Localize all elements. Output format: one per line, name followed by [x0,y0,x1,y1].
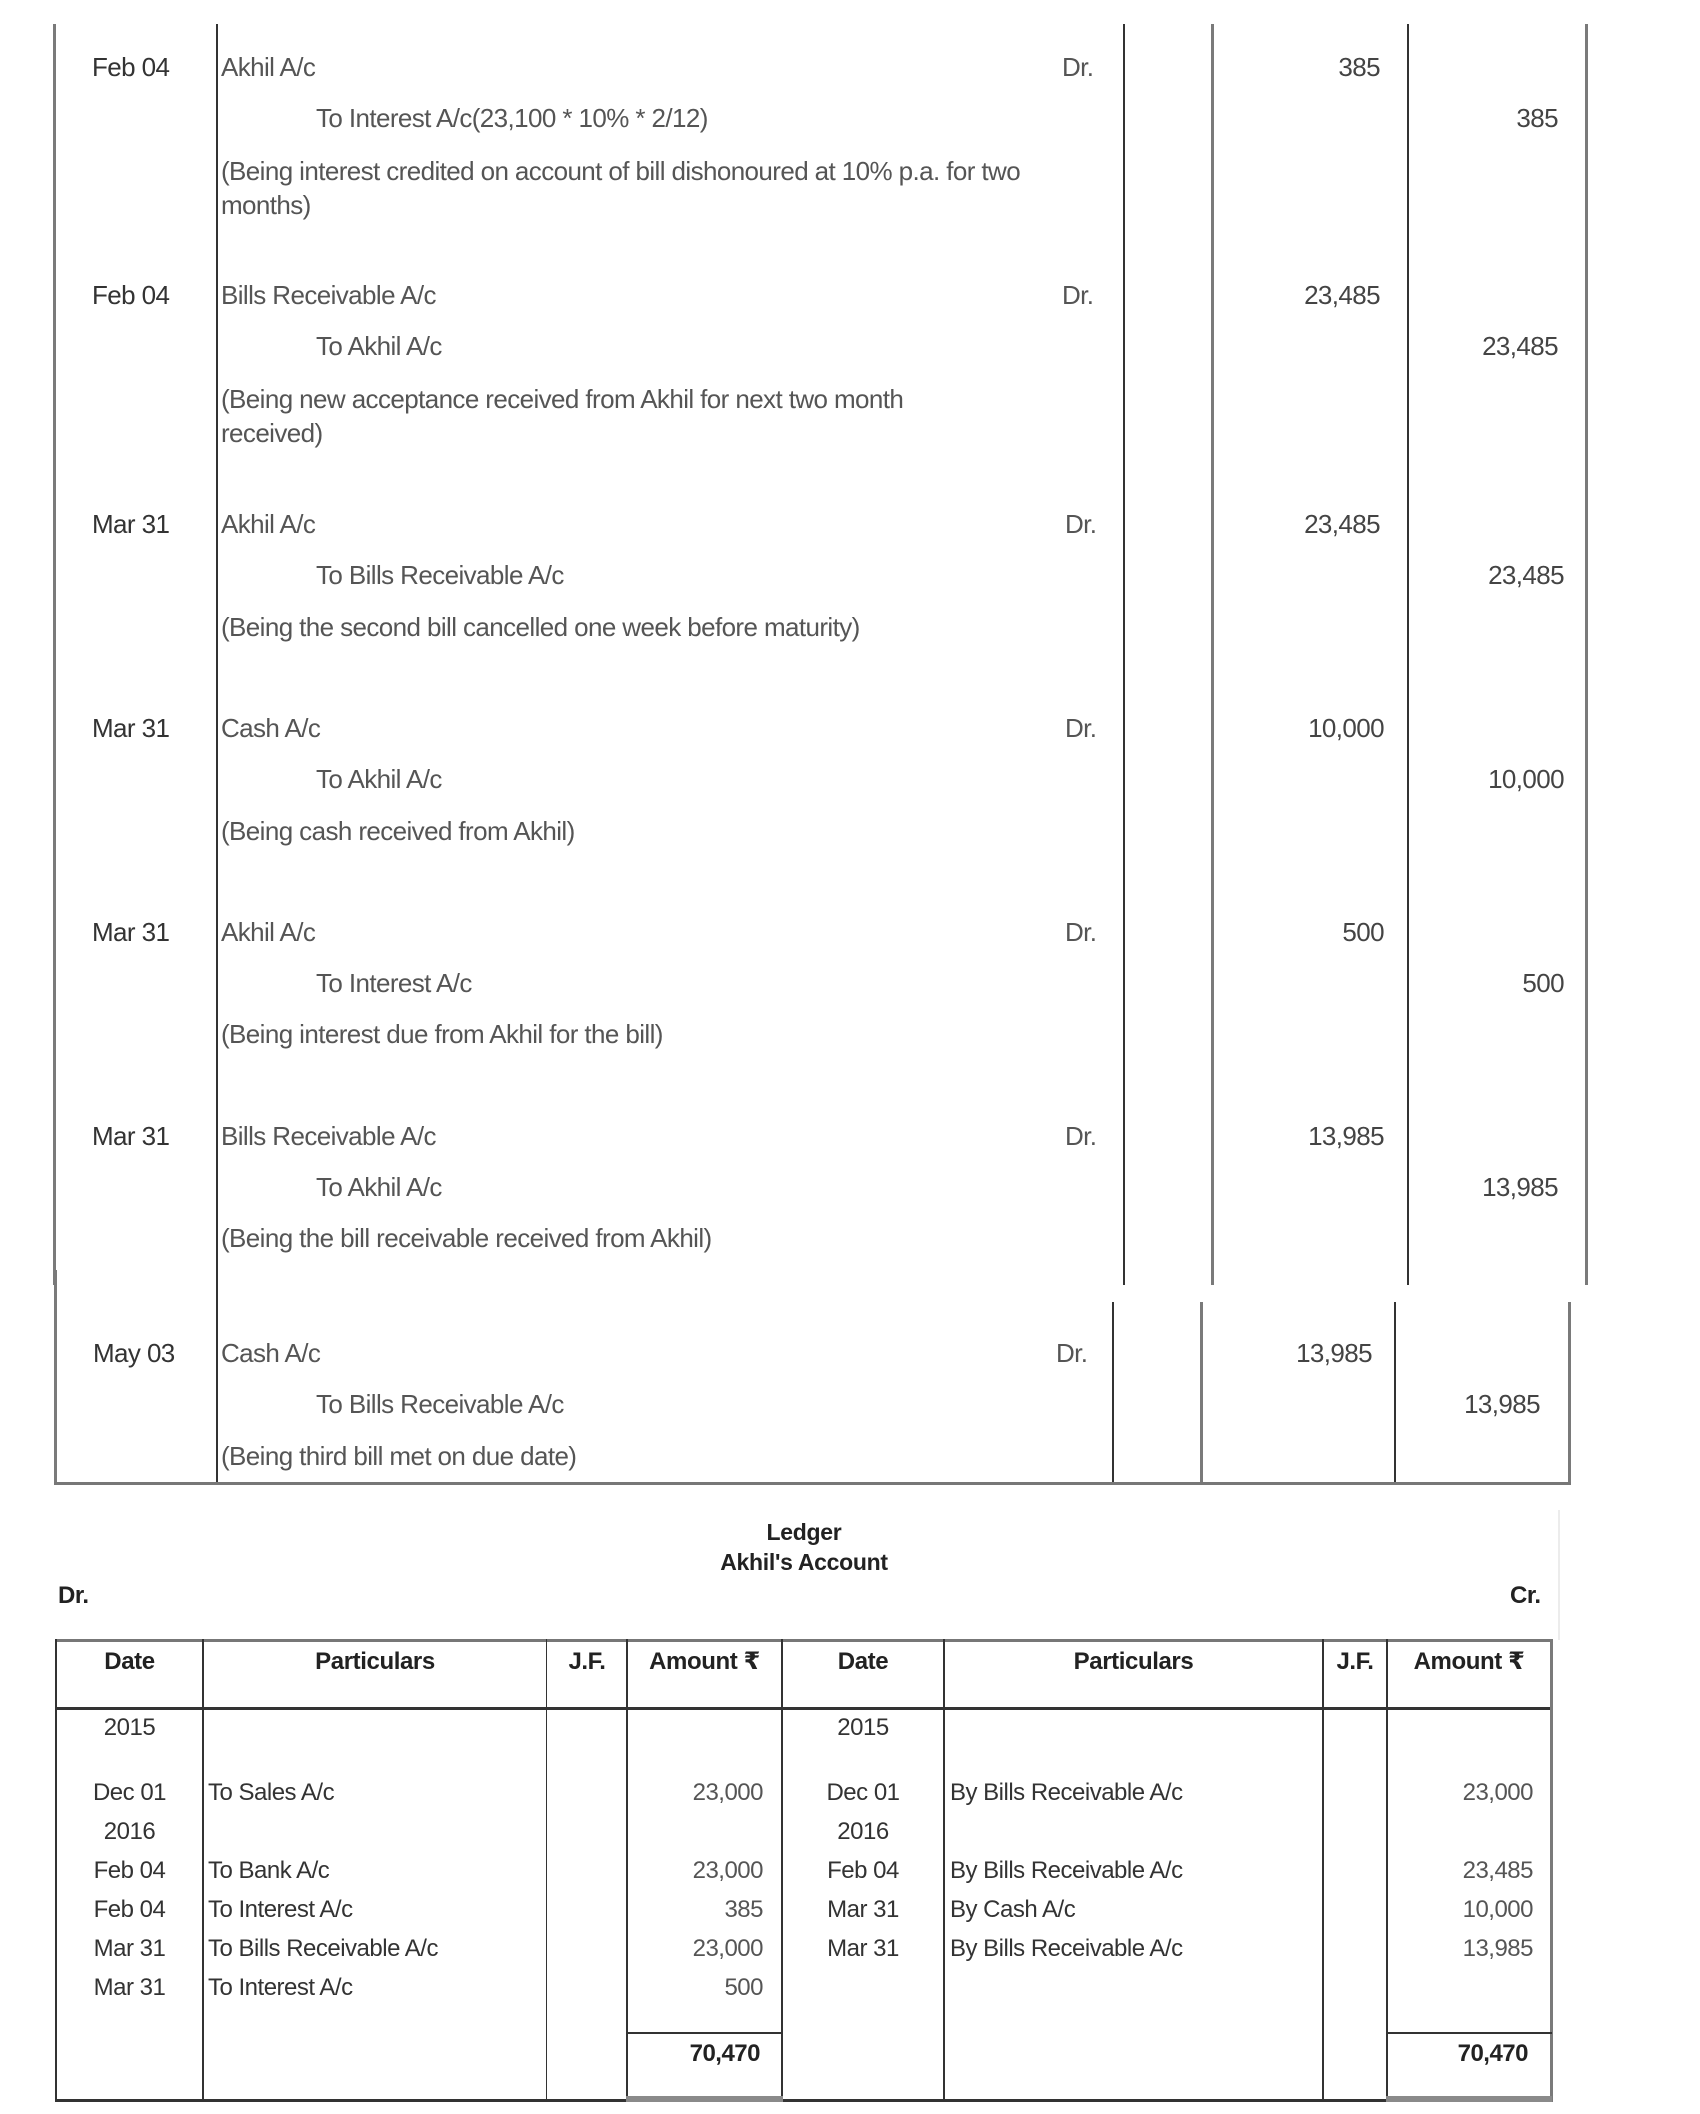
dr-label: Dr. [1065,713,1097,743]
narration: (Being interest credited on account of bill dishonoured at 10% p.a. for two months) [221,156,1021,220]
row-date: Feb 04 [93,1896,166,1923]
debit-account: Bills Receivable A/c [221,280,436,310]
debit-account: Akhil A/c [221,509,316,539]
row-amount: 500 [724,1974,763,2001]
narration: (Being the bill receivable received from Akhil) [221,1223,712,1253]
journal-border-right [1585,24,1588,1285]
header-jf-dr: J.F. [568,1648,606,1675]
entry-date: Mar 31 [92,917,170,947]
debit-amount: 500 [1342,917,1384,947]
journal-divider-debit-lower [1200,1302,1203,1485]
debit-amount: 23,485 [1304,280,1380,310]
header-date-dr: Date [104,1648,155,1675]
ledger-top-border [55,1639,1553,1642]
narration: (Being the second bill cancelled one week before maturity) [221,612,860,642]
cr-total-line [1386,2032,1552,2034]
entry-date: May 03 [93,1338,175,1368]
entry-date: Feb 04 [92,52,170,82]
ledger-account-name: Akhil's Account [720,1549,888,1575]
journal-border-right-lower [1568,1302,1571,1485]
ledger-col-cr-jf [1322,1639,1324,2102]
row-particulars: To Interest A/c [208,1974,353,2001]
row-amount: 23,000 [1462,1779,1533,1806]
debit-amount: 23,485 [1304,509,1380,539]
debit-account: Cash A/c [221,1338,321,1368]
debit-account: Akhil A/c [221,917,316,947]
row-date: Feb 04 [93,1857,166,1884]
credit-account: To Interest A/c [316,968,472,998]
credit-amount: 23,485 [1482,331,1558,361]
header-date-cr: Date [837,1648,889,1675]
journal-border-left-lower [54,1270,57,1485]
row-date: Dec 01 [826,1779,900,1806]
credit-account: To Bills Receivable A/c [316,1389,564,1419]
row-date: Feb 04 [827,1857,899,1884]
debit-amount: 10,000 [1308,713,1384,743]
ledger-dr-label: Dr. [58,1582,89,1609]
journal-divider-credit [1407,24,1409,1285]
ledger-title: Ledger [766,1519,842,1545]
journal-divider-lf [1123,24,1125,1285]
row-date: 2016 [103,1818,156,1845]
dr-label: Dr. [1062,52,1094,82]
debit-account: Akhil A/c [221,52,316,82]
narration: (Being third bill met on due date) [221,1441,577,1471]
row-particulars: To Sales A/c [208,1779,335,1806]
dr-label: Dr. [1065,509,1097,539]
entry-date: Mar 31 [92,1121,170,1151]
row-amount: 23,000 [692,1857,763,1884]
row-particulars: By Bills Receivable A/c [950,1857,1183,1884]
credit-account: To Interest A/c(23,100 * 10% * 2/12) [316,103,708,133]
row-date: 2016 [837,1818,889,1845]
row-amount: 23,000 [692,1779,763,1806]
ledger-cr-label: Cr. [1510,1582,1541,1609]
dr-label: Dr. [1062,280,1094,310]
row-amount: 23,485 [1462,1857,1533,1884]
row-amount: 23,000 [692,1935,763,1962]
entry-date: Mar 31 [92,713,170,743]
entry-date: Feb 04 [92,280,170,310]
row-particulars: By Bills Receivable A/c [950,1779,1183,1806]
dr-total-line [626,2032,783,2034]
journal-divider-credit-lower [1394,1302,1396,1485]
journal-bottom-border [54,1482,1571,1485]
credit-account: To Akhil A/c [316,331,442,361]
debit-total: 70,470 [689,2040,760,2067]
dr-total-double-underline [626,2096,783,2102]
journal-divider-debit [1211,24,1214,1285]
row-particulars: To Interest A/c [208,1896,353,1923]
journal-divider-lf-lower [1112,1302,1114,1485]
row-amount: 385 [724,1896,763,1923]
credit-amount: 13,985 [1464,1389,1540,1419]
dr-label: Dr. [1065,917,1097,947]
credit-amount: 13,985 [1482,1172,1558,1202]
row-particulars: By Cash A/c [950,1896,1076,1923]
dr-label: Dr. [1056,1338,1088,1368]
debit-amount: 13,985 [1308,1121,1384,1151]
credit-amount: 23,485 [1488,560,1564,590]
row-date: Mar 31 [93,1935,166,1962]
header-jf-cr: J.F. [1336,1648,1374,1675]
journal-divider-date [216,24,218,1485]
row-date: Mar 31 [93,1974,166,2001]
header-particulars-cr: Particulars [1073,1648,1194,1675]
row-date: Dec 01 [92,1779,167,1806]
debit-account: Cash A/c [221,713,321,743]
row-date: Mar 31 [827,1935,899,1962]
row-amount: 13,985 [1462,1935,1533,1962]
credit-total: 70,470 [1457,2040,1528,2067]
entry-date: Mar 31 [92,509,170,539]
ledger-col-cr-particulars [943,1639,945,2102]
header-particulars-dr: Particulars [315,1648,435,1675]
narration: (Being interest due from Akhil for the bill) [221,1019,663,1049]
ledger-bottom-border [55,2099,1553,2102]
credit-amount: 385 [1516,103,1558,133]
dr-label: Dr. [1065,1121,1097,1151]
row-particulars: By Bills Receivable A/c [950,1935,1183,1962]
ledger-header-divider [55,1707,1553,1710]
debit-account: Bills Receivable A/c [221,1121,436,1151]
row-amount: 10,000 [1462,1896,1533,1923]
header-amount-cr: Amount ₹ [1413,1648,1525,1675]
row-particulars: To Bank A/c [208,1857,330,1884]
row-date: 2015 [103,1714,156,1741]
journal-border-left [53,24,56,1285]
ledger-col-dr-jf [546,1639,547,2102]
narration: (Being cash received from Akhil) [221,816,575,846]
ledger-col-dr-particulars [202,1639,204,2102]
debit-amount: 385 [1338,52,1380,82]
debit-amount: 13,985 [1296,1338,1372,1368]
faint-separator [1558,1510,1560,1640]
header-amount-dr: Amount ₹ [649,1648,760,1675]
cr-total-double-underline [1386,2096,1552,2102]
credit-amount: 500 [1522,968,1564,998]
narration: (Being new acceptance received from Akhil for next two month received) [221,384,904,448]
row-date: Mar 31 [827,1896,899,1923]
credit-amount: 10,000 [1488,764,1564,794]
credit-account: To Akhil A/c [316,1172,442,1202]
row-date: 2015 [837,1714,889,1741]
credit-account: To Akhil A/c [316,764,442,794]
credit-account: To Bills Receivable A/c [316,560,564,590]
row-particulars: To Bills Receivable A/c [208,1935,438,1962]
